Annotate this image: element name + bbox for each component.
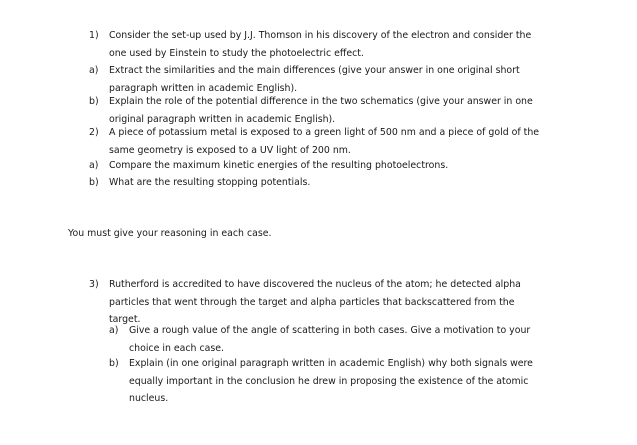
question-3b-text [129,355,533,408]
question-2-line-1: A piece of potassium metal is exposed to a green light of 500 nm and a piece of gold of the [109,127,540,138]
question-1-number: 1) [89,30,99,41]
question-1a-letter: a) [89,65,99,76]
question-3-line-1: Rutherford is accredited to have discovered the nucleus of the atom; he detected alpha [109,279,521,290]
question-3b-line-1: Explain (in one original paragraph written in academic English) why both signals were [129,358,533,369]
question-2-number: 2) [89,127,99,138]
question-1b-line-2: original paragraph written in academic English). [109,113,336,125]
question-2b-line-1: What are the resulting stopping potentials. [109,177,311,188]
question-1a-text [109,62,520,97]
question-3a-line-1: Give a rough value of the angle of scattering in both cases. Give a motivation to your [129,325,531,336]
question-1-line-1: Consider the set-up used by J.J. Thomson in his discovery of the electron and consider the [109,30,532,41]
question-3a-letter: a) [109,325,119,336]
question-3-line-2: particles that went through the target and alpha particles that backscattered from the [109,296,515,308]
question-2a-line-1: Compare the maximum kinetic energies of the resulting photoelectrons. [109,160,449,171]
question-1b-letter: b) [89,96,99,107]
question-1a-line-1: Extract the similarities and the main differences (give your answer in one original short [109,65,520,76]
question-1-line-2: one used by Einstein to study the photoelectric effect. [109,47,364,59]
question-2-text [109,124,539,159]
question-3-number: 3) [89,279,99,290]
question-2a-text [109,157,448,175]
question-2-line-2: same geometry is exposed to a UV light of 200 nm. [109,144,351,156]
question-2b-letter: b) [89,177,99,188]
question-1b-text [109,93,533,128]
question-2b-text [109,174,310,192]
question-3a-text [129,322,530,357]
question-3b-letter: b) [109,358,119,369]
question-3-line-3: target. [109,314,141,325]
question-3b-line-3: nucleus. [129,393,169,404]
question-1b-line-1: Explain the role of the potential difference in the two schematics (give your answer in one [109,96,533,107]
question-1-text [109,27,531,62]
question-3b-line-2: equally important in the conclusion he drew in proposing the existence of the atomic [129,375,529,387]
question-1a-line-2: paragraph written in academic English). [109,82,298,94]
reasoning-note: You must give your reasoning in each case. [68,228,272,239]
question-2a-letter: a) [89,160,99,171]
question-3a-line-2: choice in each case. [129,342,224,354]
question-3-text [109,276,521,329]
